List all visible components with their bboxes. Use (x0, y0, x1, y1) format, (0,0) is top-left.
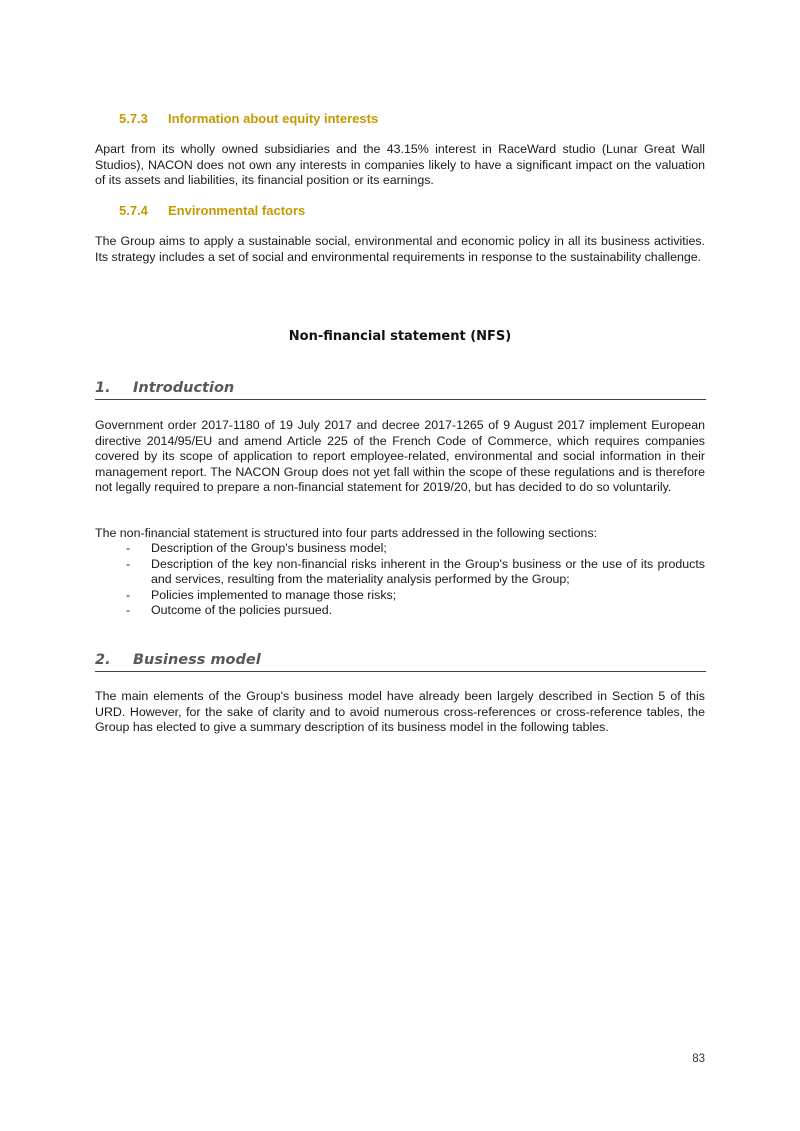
section-5-7-3-heading (119, 111, 378, 127)
business-model-paragraph: The main elements of the Group's business model have already been largely described in Section 5 of this URD. However, for the sake of clarity and to avoid numerous cross-references or cross-reference tables, the Group has elected to give a summary description of its business model in the following tables. (95, 689, 705, 735)
bullet-dash: - (126, 556, 131, 571)
heading-number: 1. (95, 380, 111, 396)
introduction-paragraph: Government order 2017-1180 of 19 July 2017 and decree 2017-1265 of 9 August 2017 implement European directive 2014/95/EU and amend Article 225 of the French Code of Commerce, which requires companies covered by its scope of application to report employee-related, environmental and social information in their management report. The NACON Group does not yet fall within the scope of these regulations and is therefore not legally required to prepare a non-financial statement for 2019/20, but has decided to do so voluntarily. (95, 418, 705, 495)
heading-number: 2. (95, 652, 111, 668)
section-title: Information about equity interests (168, 111, 379, 126)
bullet-dash: - (126, 587, 131, 602)
bullet-dash: - (126, 603, 131, 618)
bullet-dash: - (126, 541, 131, 555)
section-title: Environmental factors (168, 203, 306, 218)
environmental-factors-paragraph: The Group aims to apply a sustainable social, environmental and economic policy in all its business activities. Its strategy includes a set of social and environmental requirements in response to the sustainability challenge. (95, 234, 705, 264)
introduction-heading (95, 378, 706, 400)
list-item: - Description of the Group's business model; (126, 541, 387, 555)
list-item: - Outcome of the policies pursued. (126, 603, 333, 618)
heading-title: Business model (133, 652, 261, 668)
heading-title: Introduction (133, 380, 235, 396)
section-number: 5.7.3 (119, 111, 148, 126)
equity-interests-paragraph: Apart from its wholly owned subsidiaries and the 43.15% interest in RaceWard studio (Lunar Great Wall Studios), NACON does not own any interests in companies likely to have a significant impact on the valuation of its assets and liabilities, its financial position or its earnings. (95, 142, 705, 188)
introduction-structure-paragraph: The non-financial statement is structured into four parts addressed in the following sections: (95, 526, 598, 540)
list-item: - Policies implemented to manage those risks; (126, 587, 397, 602)
section-number: 5.7.4 (119, 203, 148, 218)
list-item: - Description of the key non-financial risks inherent in the Group's business or the use of its products and services, resulting from the materiality analysis performed by the Group; (126, 556, 705, 587)
section-5-7-4-heading (119, 203, 305, 219)
page-number: 83 (692, 1053, 705, 1065)
nfs-parts-list (95, 541, 705, 619)
nfs-title: Non-financial statement (NFS) (288, 329, 512, 344)
business-model-heading (95, 650, 706, 672)
